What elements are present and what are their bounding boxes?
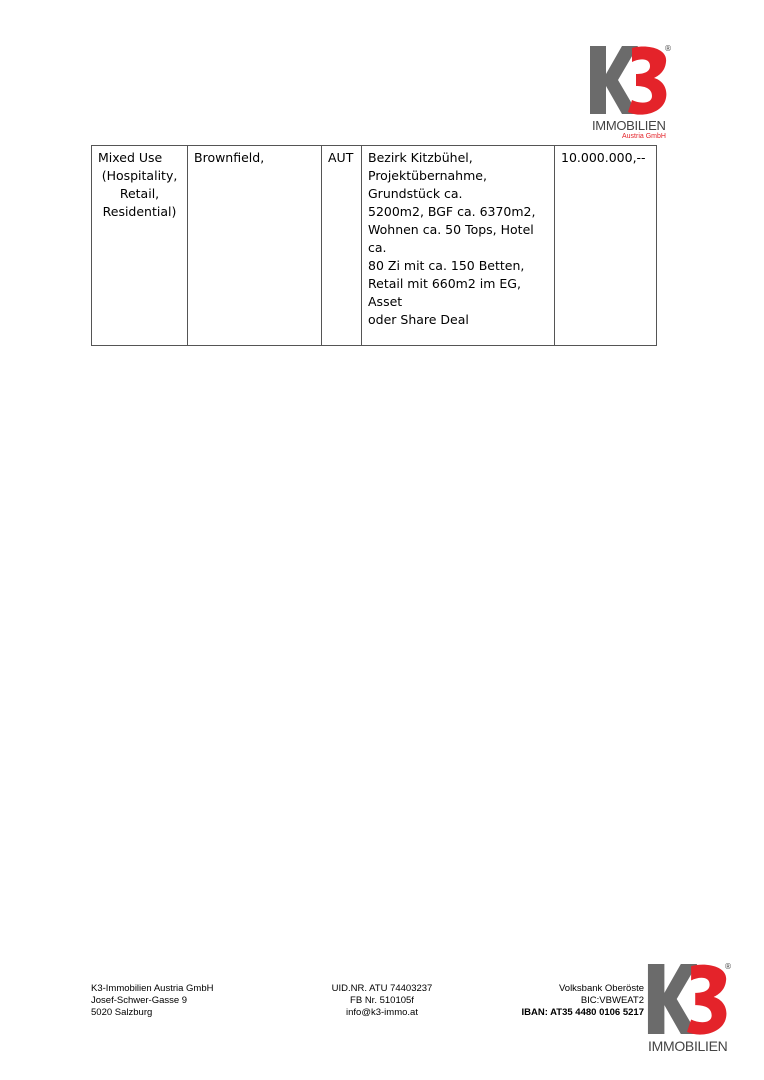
description-line: 5200m2, BGF ca. 6370m2, (368, 204, 536, 219)
logo-wordmark: IMMOBILIEN (648, 1038, 728, 1054)
footer-street: Josef-Schwer-Gasse 9 (91, 995, 188, 1006)
usage-line: Residential) (102, 204, 177, 219)
description-line: Asset (368, 294, 403, 309)
country-code: AUT (328, 150, 354, 165)
description-line: oder Share Deal (368, 312, 469, 327)
footer-bic: BIC:VBWEAT2 (580, 995, 644, 1006)
description-cell (362, 146, 555, 346)
country-cell (322, 146, 362, 346)
usage-cell (92, 146, 188, 346)
description-line: Grundstück ca. (368, 186, 463, 201)
logo-wordmark: IMMOBILIEN (592, 118, 666, 133)
description-line: 80 Zi mit ca. 150 Betten, (368, 258, 525, 273)
usage-line: (Hospitality, (101, 168, 178, 183)
company-logo-header (588, 44, 674, 144)
company-logo-footer (644, 962, 736, 1062)
table-row (92, 146, 657, 346)
footer-uid: UID.NR. ATU 74403237 (331, 983, 433, 994)
property-listing-table (91, 145, 657, 346)
price-cell (555, 146, 657, 346)
usage-line: Retail, (119, 186, 160, 201)
logo-subtitle: Austria GmbH (622, 133, 666, 140)
footer-iban: IBAN: AT35 4480 0106 5217 (521, 1007, 644, 1018)
footer-email: info@k3-immo.at (346, 1007, 418, 1018)
footer-company-name: K3-Immobilien Austria GmbH (91, 983, 214, 994)
description-line: Projektübernahme, (368, 168, 487, 183)
usage-line: Mixed Use (98, 150, 163, 165)
registered-mark: ® (724, 962, 732, 971)
footer-city: 5020 Salzburg (91, 1007, 153, 1018)
k3-logo-mark-icon (588, 44, 668, 116)
price-value: 10.000.000,-- (561, 150, 646, 165)
k3-logo-mark-icon (644, 962, 730, 1036)
description-line: Bezirk Kitzbühel, (368, 150, 473, 165)
type-cell (188, 146, 322, 346)
footer-company-address (91, 983, 213, 1019)
description-line: Wohnen ca. 50 Tops, Hotel (368, 222, 534, 237)
footer-registration (300, 983, 464, 1019)
footer-fb-number: FB Nr. 510105f (350, 995, 414, 1006)
registered-mark: ® (664, 44, 672, 53)
property-type: Brownfield, (194, 150, 265, 165)
description-line: Retail mit 660m2 im EG, (368, 276, 521, 291)
description-line: ca. (368, 240, 387, 255)
footer-bank-name: Volksbank Oberöste (558, 983, 644, 994)
footer-bank (484, 983, 644, 1019)
